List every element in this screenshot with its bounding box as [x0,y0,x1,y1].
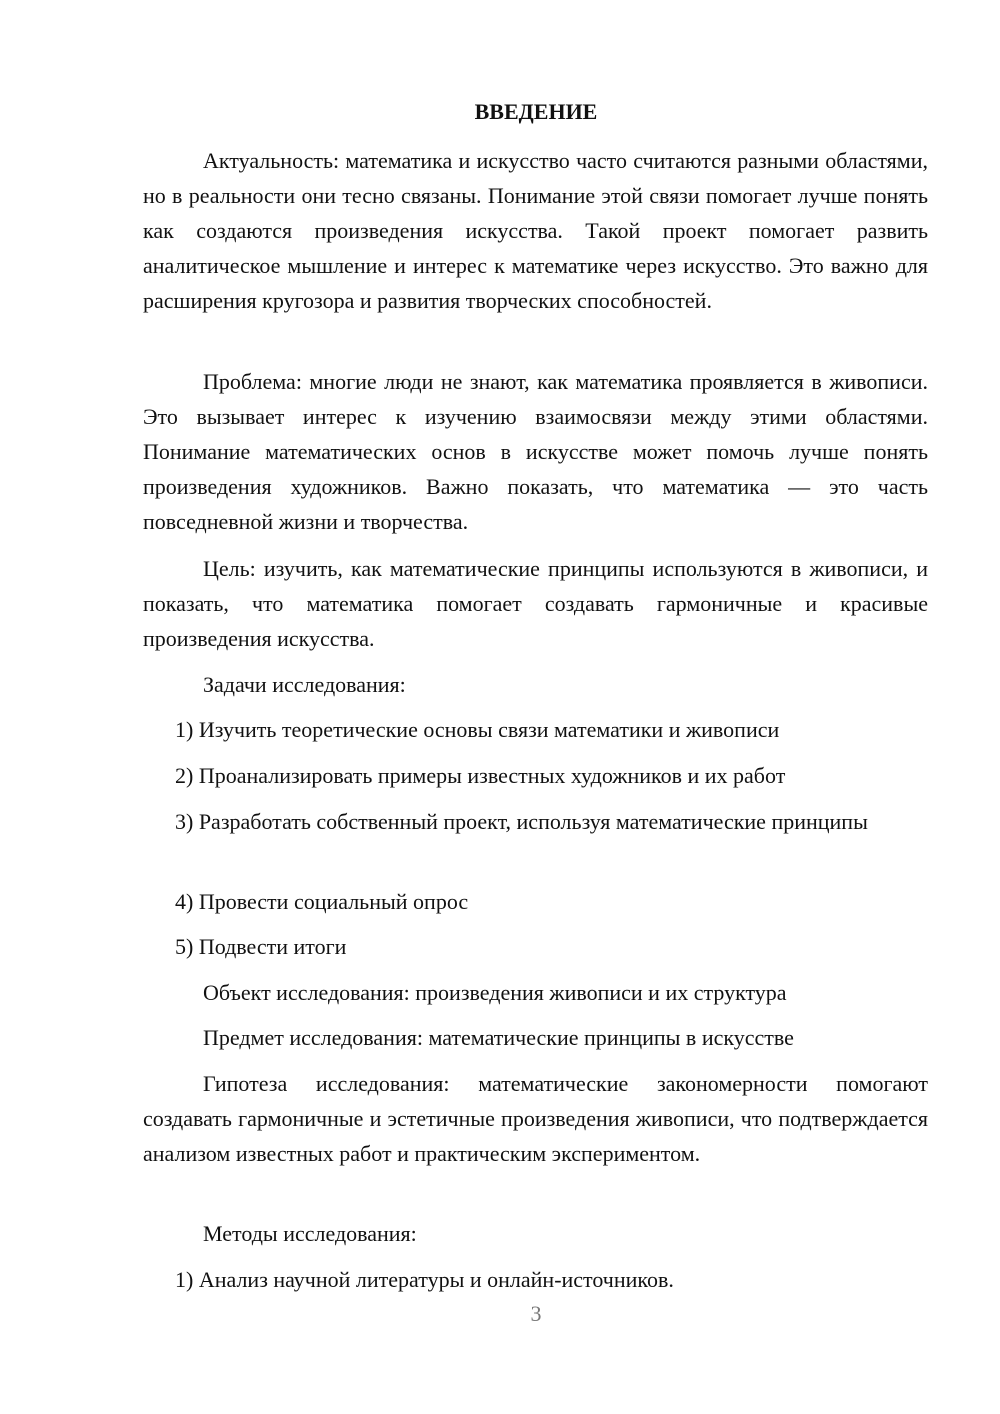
task-item: 1) Изучить теоретические основы связи математики и живописи [175,717,780,742]
task-item: 3) Разработать собственный проект, используя математические принципы [175,809,868,834]
relevance-paragraph: Актуальность: математика и искусство часто считаются разными областями, но в реальности они тесно связаны. Понимание этой связи помогает лучше понять как создаются произведения искусства. Такой проект помогает развить аналитическое мышление и интерес к математике через искусство. Это важно для расширения кругозора и развития творческих способностей. [143,148,928,313]
goal-paragraph: Цель: изучить, как математические принципы используются в живописи, и показать, что математика помогает создавать гармоничные и красивые произведения искусства. [143,556,928,651]
page-number: 3 [530,1301,542,1326]
hypothesis-paragraph: Гипотеза исследования: математические закономерности помогают создавать гармоничные и эстетичные произведения живописи, что подтверждается анализом известных работ и практическим экспериментом. [143,1071,928,1166]
task-item: 5) Подвести итоги [175,934,347,959]
research-subject: Предмет исследования: математические принципы в искусстве [203,1025,794,1050]
task-item: 2) Проанализировать примеры известных художников и их работ [175,763,786,788]
problem-paragraph: Проблема: многие люди не знают, как математика проявляется в живописи. Это вызывает интерес к изучению взаимосвязи между этими областями. Понимание математических основ в искусстве может помочь лучше понять произведения художников. Важно показать, что математика — это часть повседневной жизни и творчества. [143,369,928,534]
task-item: 4) Провести социальный опрос [175,889,469,914]
methods-heading: Методы исследования: [203,1221,417,1246]
section-title: ВВЕДЕНИЕ [474,99,598,124]
research-object: Объект исследования: произведения живописи и их структура [203,980,787,1005]
method-item: 1) Анализ научной литературы и онлайн-источников. [175,1267,674,1292]
tasks-heading: Задачи исследования: [203,672,406,697]
